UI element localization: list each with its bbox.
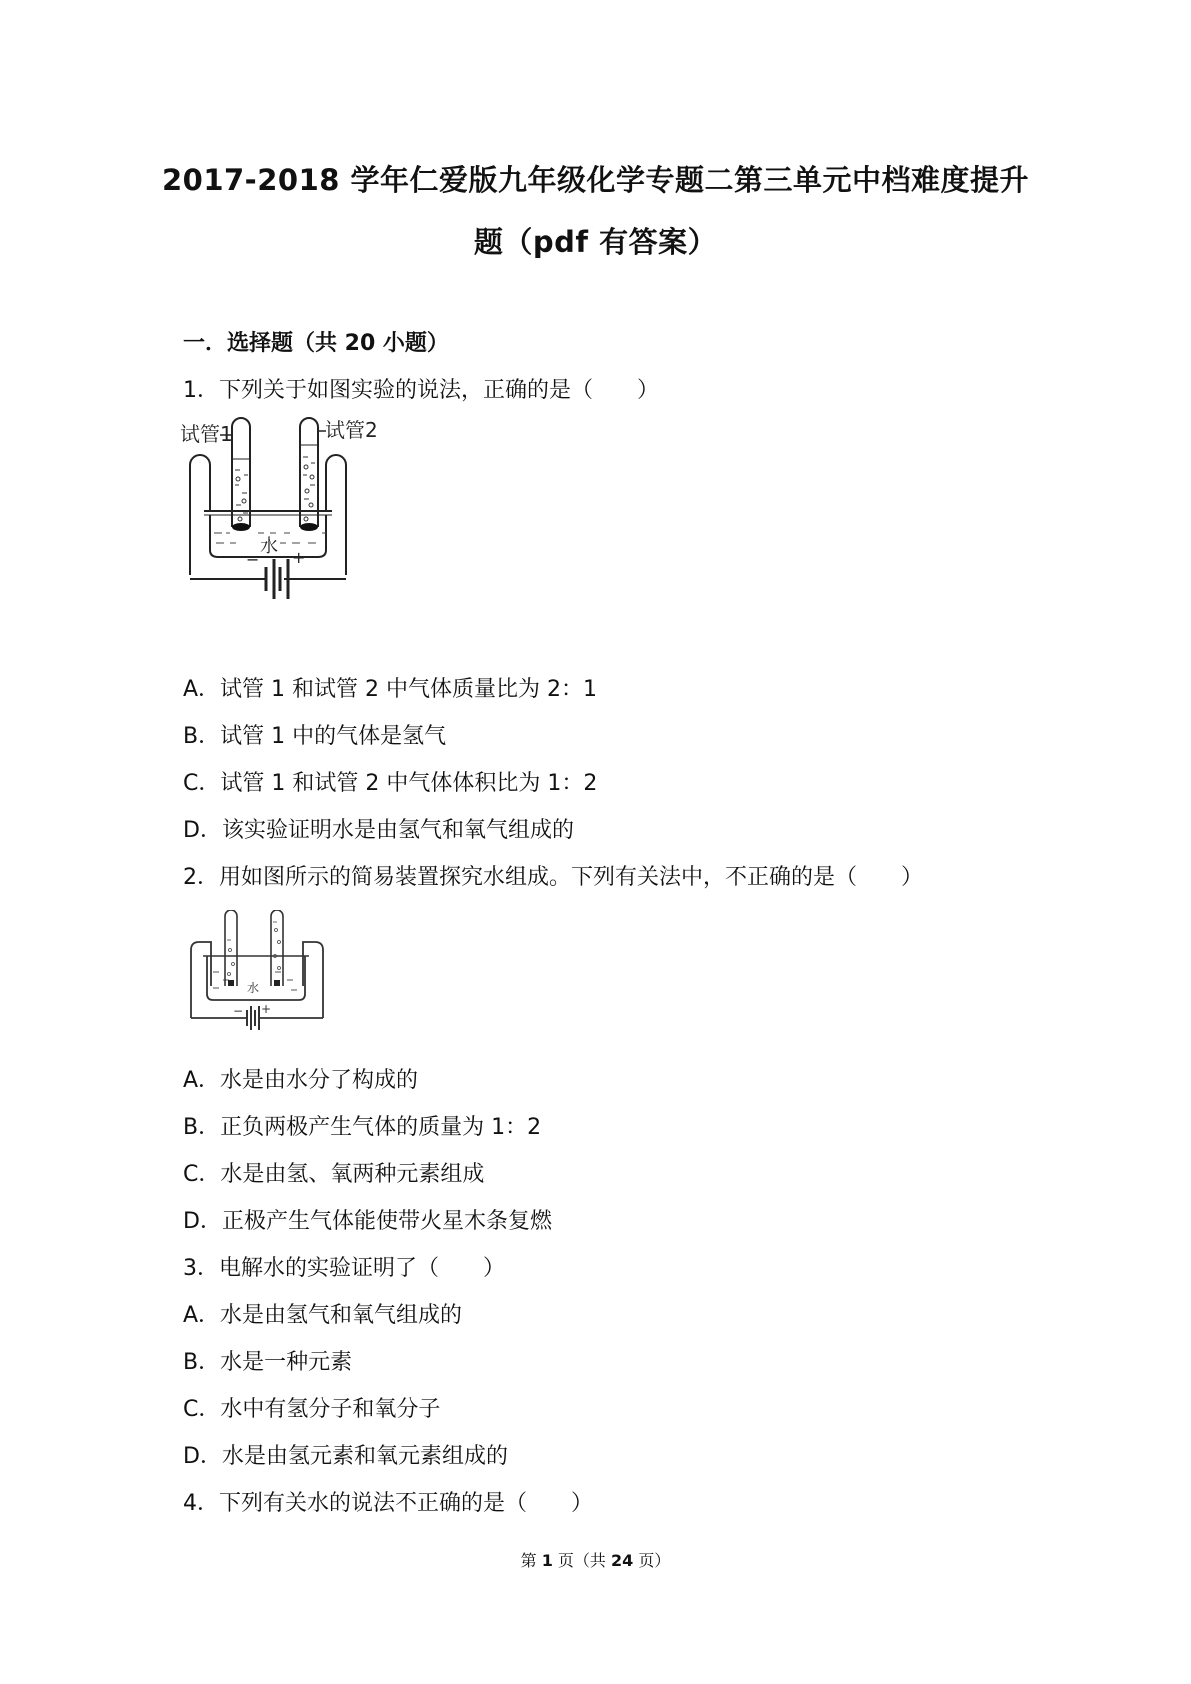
battery-minus-1: − <box>246 550 260 569</box>
title-line-2: 题（pdf 有答案） <box>473 225 718 259</box>
battery-minus-2: − <box>233 1004 244 1018</box>
question-3-option-c: C．水中有氢分子和氧分子 <box>183 1397 441 1422</box>
question-3-option-b: B．水是一种元素 <box>183 1350 353 1375</box>
question-4-stem: 4．下列有关水的说法不正确的是（ ） <box>183 1491 593 1516</box>
question-2-option-d: D．正极产生气体能使带火星木条复燃 <box>183 1209 552 1234</box>
electrolysis-diagram-2 <box>185 910 330 1035</box>
electrolysis-diagram-1 <box>180 415 390 650</box>
section-heading: 一．选择题（共 20 小题） <box>183 331 449 356</box>
footer-prefix: 第 <box>520 1551 542 1570</box>
tube-1-label: 试管1 <box>180 422 233 446</box>
question-2-option-a: A．水是由水分了构成的 <box>183 1068 419 1093</box>
battery-plus-1: + <box>292 548 306 567</box>
question-3-option-d: D．水是由氢元素和氧元素组成的 <box>183 1444 508 1469</box>
water-label-2: 水 <box>247 981 260 995</box>
question-2-option-b: B．正负两极产生气体的质量为 1：2 <box>183 1115 542 1140</box>
question-2-option-c: C．水是由氢、氧两种元素组成 <box>183 1162 485 1187</box>
footer-suffix: 页） <box>633 1551 671 1570</box>
title-line-1: 2017-2018 学年仁爱版九年级化学专题二第三单元中档难度提升 <box>161 163 1030 197</box>
question-1-option-c: C．试管 1 和试管 2 中气体体积比为 1：2 <box>183 771 598 796</box>
question-3-stem: 3．电解水的实验证明了（ ） <box>183 1256 505 1281</box>
question-1-option-a: A．试管 1 和试管 2 中气体质量比为 2：1 <box>183 677 598 702</box>
page-footer <box>0 1548 1191 1571</box>
footer-middle: 页（共 <box>552 1551 612 1570</box>
question-1-option-d: D．该实验证明水是由氢气和氧气组成的 <box>183 818 574 843</box>
question-3-option-a: A．水是由氢气和氧气组成的 <box>183 1303 463 1328</box>
question-1-stem: 1．下列关于如图实验的说法，正确的是（ ） <box>183 378 659 403</box>
footer-total-pages: 24 <box>611 1551 634 1570</box>
question-1-option-b: B．试管 1 中的气体是氢气 <box>183 724 447 749</box>
question-2-stem: 2．用如图所示的简易装置探究水组成。下列有关法中，不正确的是（ ） <box>183 865 923 890</box>
water-label-1: 水 <box>260 536 278 557</box>
tube-2-label: 试管2 <box>325 418 378 442</box>
battery-plus-2: + <box>261 1002 272 1016</box>
footer-page-number: 1 <box>541 1551 553 1570</box>
